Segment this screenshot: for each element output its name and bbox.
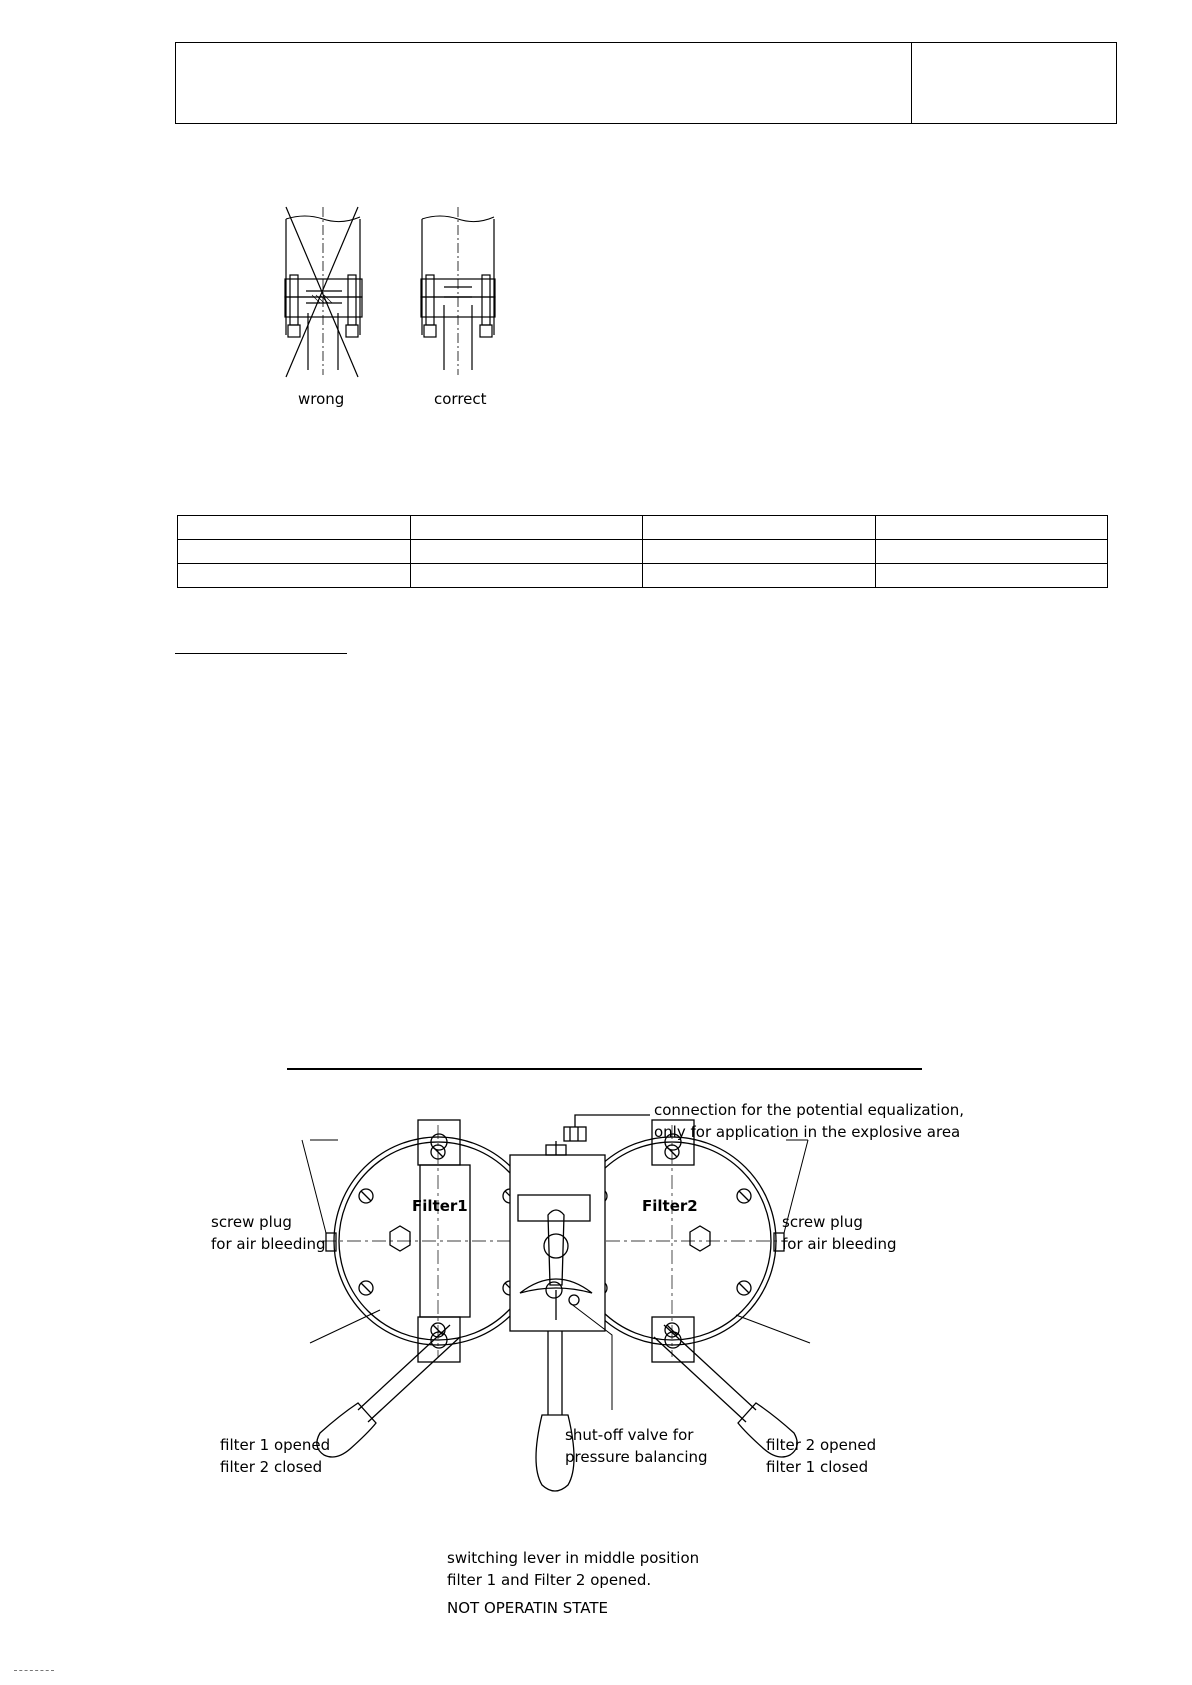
table-cell [875, 540, 1108, 564]
table-row [178, 564, 1108, 588]
shutoff-valve-text: pressure balancing [565, 1448, 708, 1466]
potential-equalization-text: connection for the potential equalization, [654, 1101, 965, 1119]
filter1-opened-text: filter 2 closed [220, 1458, 323, 1476]
shutoff-valve-text: shut-off valve for [565, 1426, 694, 1444]
drawing-title-underline [287, 1068, 922, 1070]
table-cell [178, 564, 411, 588]
correct-label: correct [434, 390, 487, 408]
filter2-opened-text: filter 2 opened [766, 1436, 877, 1454]
screw-plug-left-text: for air bleeding [211, 1235, 326, 1253]
screw-plug-right-text: screw plug [782, 1213, 863, 1231]
potential-equalization-text: only for application in the explosive area [654, 1123, 961, 1141]
correct-flange-drawing [421, 207, 495, 375]
filter1-label: Filter1 [412, 1197, 468, 1215]
middle-position-text: NOT OPERATIN STATE [447, 1599, 609, 1617]
document-header-box [175, 42, 1117, 124]
table-cell [643, 516, 876, 540]
header-divider [911, 42, 912, 124]
table-cell [410, 516, 643, 540]
middle-position-text: filter 1 and Filter 2 opened. [447, 1571, 652, 1589]
wrong-flange-drawing [285, 207, 362, 377]
wrong-label: wrong [298, 390, 345, 408]
table-cell [410, 540, 643, 564]
screw-plug-left-text: screw plug [211, 1213, 292, 1231]
table-cell [410, 564, 643, 588]
table-row [178, 540, 1108, 564]
table-cell [178, 540, 411, 564]
page-edge-mark [14, 1670, 54, 1671]
table-cell [643, 564, 876, 588]
table-cell [178, 516, 411, 540]
duplex-filter-drawing [190, 1085, 1050, 1630]
table-cell [643, 540, 876, 564]
flange-mounting-figure [250, 205, 520, 415]
filter1-opened-text: filter 1 opened [220, 1436, 331, 1454]
table-cell [875, 516, 1108, 540]
screw-plug-right-text: for air bleeding [782, 1235, 897, 1253]
potential-equalization-terminal [564, 1115, 650, 1141]
middle-position-text: switching lever in middle position [447, 1549, 700, 1567]
filter2-opened-text: filter 1 closed [766, 1458, 869, 1476]
table-row [178, 516, 1108, 540]
spec-table [177, 515, 1108, 588]
filter2-label: Filter2 [642, 1197, 698, 1215]
table-cell [875, 564, 1108, 588]
section-heading-underline [175, 653, 347, 654]
